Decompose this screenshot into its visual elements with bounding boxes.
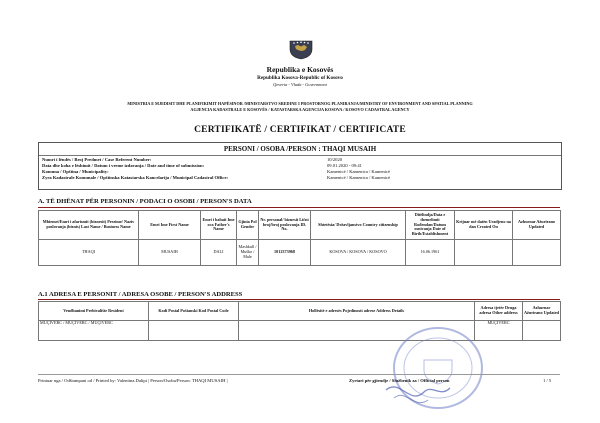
municipality-label: Komuna / Opština / Municipality: <box>42 169 109 174</box>
section-a-rule <box>38 207 560 208</box>
country-name-multilingual: Republika Kosova-Republic of Kosovo <box>257 75 343 81</box>
ministry-line: MINISTRIA E MJEDISIT DHE PLANIFIKIMIT HAPËSINOR /MINISTARSTVO SREDINE I PROSTORNOG PLANIRANJA/MINISTRY OF ENVIRONMENT AND SPATIAL PLANNING <box>127 101 473 106</box>
case-number-label: Numri i lëndës / Broj Predmet / Case Referent Number: <box>42 157 152 162</box>
col-citizenship: Shtetësia/ Državljanstvo Country citizenship <box>311 211 406 240</box>
submission-date-label: Data dhe koha e lëshimit / Datum i vreme izdavanja / Date and time of submission: <box>42 163 205 168</box>
section-a1-rule <box>38 299 560 300</box>
cell-id-no: 1012373968 <box>259 240 311 266</box>
agency-line: AGJENCIA KADASTRALE E KOSOVËS / KATASTARSKA AGENCIJA KOSOVA / KOSOVO CADASTRAL AGENCY <box>190 107 410 112</box>
col-address-details: Hollësitë e adresës Pojedinosti adrese Address Details <box>239 302 475 321</box>
government-line: Qeveria - Vlada - Government <box>273 82 327 87</box>
official-person-label: Zyrtari për gjiendje / Službenik za / Official person <box>349 378 450 383</box>
col-created-on: Krijuar më datën Uradjeno na dan Created On <box>455 211 513 240</box>
cadastral-office-label: Zyra Kadastrale Komunale / Opštinska Katastarska Kancelarija / Municipal Cadastral Office: <box>42 175 229 180</box>
section-a-title: A. TË DHËNAT PËR PERSONIN / PODACI O OSOBI / PERSON'S DATA <box>38 198 252 205</box>
printed-by: Printuar nga / Odštampani od / Printed by: Valentina.Dalipi | Person/Osoba/Person: THAQI MUSAIH | <box>38 378 228 383</box>
cadastral-office-value: Kamenicë / Kamenica / Kamenicë <box>327 175 391 180</box>
kosovo-emblem-icon <box>287 38 315 60</box>
cell-resident: MUÇIVERC / MUÇIVERC / MUÇIVERC <box>39 321 149 341</box>
cell-citizenship: KOSOVA / KOSOVA / KOSOVO <box>311 240 406 266</box>
col-first-name: Emri Ime First Name <box>139 211 201 240</box>
col-last-name: Mbiemri/Emri i afarismit (biznesit) Prezime/ Naziv poslovanja (biznis) Last Name / Business Name <box>39 211 139 240</box>
cell-birth-date: 16.06.1961 <box>406 240 455 266</box>
col-postal-code: Kodi Postal Poštanski Kod Postal Code <box>149 302 239 321</box>
col-updated: Azhurnar Ažurirano Updated <box>513 211 561 240</box>
municipality-value: Kamenicë / Kamenica / Kamenicë <box>327 169 391 174</box>
person-data-table <box>38 210 561 266</box>
submission-date-value: 09.01.2020 - 09:41 <box>327 163 362 168</box>
cell-father-name: DALI <box>201 240 237 266</box>
table-header-row <box>39 211 561 240</box>
cell-updated <box>513 240 561 266</box>
cell-created-on <box>455 240 513 266</box>
official-stamp-icon <box>380 318 492 416</box>
cell-last-name: THAQI <box>39 240 139 266</box>
section-a1-title: A.1 ADRESA E PERSONIT / ADRESA OSOBE / PERSON'S ADDRESS <box>38 291 243 298</box>
table-row <box>39 240 561 266</box>
page-number: 1 / 5 <box>543 378 552 383</box>
col-address-updated: Azhurnar Ažurirano Updated <box>523 302 561 321</box>
col-gender: Gjinia Pol Gender <box>237 211 259 240</box>
cell-other-address: MUÇIVERC <box>475 321 523 341</box>
footer-rule <box>38 374 560 375</box>
cell-first-name: MUSAIH <box>139 240 201 266</box>
person-summary-box <box>38 142 562 190</box>
col-id-no: Nr. personal/ biznesit Lični broj/broj poslovanja ID. No. <box>259 211 311 240</box>
col-other-address: Adresa tjetër Druga adresa Other address <box>475 302 523 321</box>
cell-address-updated <box>523 321 561 341</box>
case-number-value: 10/2020 <box>327 157 343 162</box>
certificate-title: CERTIFIKATË / CERTIFIKAT / CERTIFICATE <box>194 125 406 135</box>
col-birth-date: Ditëlindja/Data e themelimit Rođendan/Datum osnivanja Date of Birth/Establishment <box>406 211 455 240</box>
person-title: PERSONI / OSOBA /PERSON : THAQI MUSAIH <box>39 143 561 156</box>
country-name: Republika e Kosovës <box>266 65 334 74</box>
cell-gender: Mashkull / Muško / Male <box>237 240 259 266</box>
cell-postal-code <box>149 321 239 341</box>
col-resident: Vendbanimi Prebivalište Resident <box>39 302 149 321</box>
col-father-name: Emri i babait Ime oca Father's Name <box>201 211 237 240</box>
